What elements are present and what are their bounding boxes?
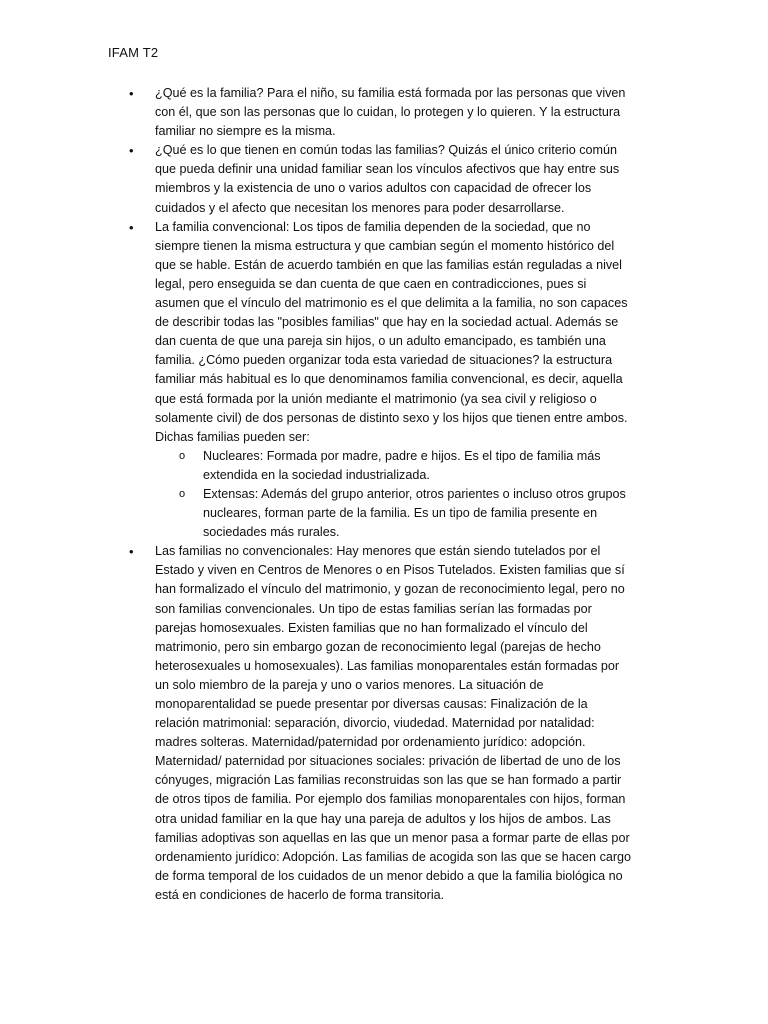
sub-list <box>155 447 633 542</box>
list-item-en-comun <box>129 141 633 217</box>
item-lead: Las familias no convencionales: <box>155 544 333 559</box>
bullet-list <box>0 84 768 905</box>
document-body <box>0 84 768 905</box>
sub-item-text: Extensas: Además del grupo anterior, otros parientes o incluso otros grupos nucleares, forman parte de la familia. Es un tipo de familia presente en sociedades más rurales. <box>203 486 626 540</box>
item-lead: ¿Qué es lo que tienen en común todas las familias? <box>155 143 445 158</box>
circle-bullet-icon: o <box>179 449 186 462</box>
bullet-icon: • <box>129 143 134 159</box>
sub-item-extensas <box>179 485 628 542</box>
sub-item-text: Nucleares: Formada por madre, padre e hijos. Es el tipo de familia más extendida en la sociedad industrializada. <box>203 448 601 482</box>
bullet-icon: • <box>129 544 134 560</box>
list-item-familia-convencional <box>129 218 633 543</box>
item-lead: ¿Qué es la familia? <box>155 86 264 100</box>
item-text: Quizás el único criterio común que pueda definir una unidad familiar sean los vínculos afectivos que hay entre sus miembros y la existencia de uno o varios adultos con capacidad de ofrecer los cuidados y el afecto que necesitan los menores para poder desarrollarse. <box>155 143 620 215</box>
bullet-icon: • <box>129 86 134 101</box>
item-text: Para el niño, su familia está formada por las personas que viven con él, que son las personas que lo cuidan, lo protegen y lo quieren. Y la estructura familiar no siempre es la misma. <box>155 86 626 139</box>
sub-item-nucleares <box>179 447 628 485</box>
item-text: Hay menores que están siendo tutelados por el Estado y viven en Centros de Menores o en Pisos Tutelados. Existen familias que sí han formalizado el vínculo del matrimonio, y gozan de reconocimiento legal, pero no son familias convencionales. Un tipo de estas familias serían las formadas por parejas homosexuales. Existen familias que no han formalizado el vínculo del matrimonio, pero sin embargo gozan de reconocimiento legal (parejas de hecho heterosexuales u homosexuales). Las familias monoparentales están formadas por un solo miembro de la pareja y uno o varios menores. La situación de monoparentalidad se puede presentar por diversas causas: Finalización de la relación matrimonial: separación, divorcio, viudedad. Maternidad por natalidad: madres solteras. Maternidad/paternidad por ordenamiento jurídico: adopción. Maternidad/ paternidad por situaciones sociales: privación de libertad de uno de los cónyuges, migración Las familias reconstruidas son las que se han formado a partir de otros tipos de familia. Por ejemplo dos familias monoparentales con hijos, forman otra unidad familiar en la que hay una pareja de adultos y los hijos de ambos. Las familias adoptivas son aquellas en las que un menor pasa a formar parte de ellas por ordenamiento jurídico: Adopción. Las familias de acogida son las que se hacen cargo de forma temporal de los cuidados de un menor debido a que la familia biológica no está en condiciones de hacerlo de forma transitoria. <box>155 544 632 902</box>
list-item-no-convencionales <box>129 542 633 905</box>
page-title: IFAM T2 <box>108 45 159 60</box>
item-lead: La familia convencional: <box>155 219 290 234</box>
circle-bullet-icon: o <box>179 487 186 500</box>
item-text: Los tipos de familia dependen de la sociedad, que no siempre tienen la misma estructura y que cambian según el momento histórico del que se hable. Están de acuerdo también en que las familias están reguladas a nivel legal, pero enseguida se dan cuenta de que caen en contradicciones, pues si asumen que el vínculo del matrimonio es el que delimita a la familia, no son capaces de describir todas las "posibles familias" que hay en la sociedad actual. Además se dan cuenta de que una pareja sin hijos, o un adulto emancipado, es también una familia. ¿Cómo pueden organizar toda esta variedad de situaciones? la estructura familiar más habitual es lo que denominamos familia convencional, es decir, aquella que está formada por la unión mediante el matrimonio (ya sea civil y religioso o solamente civil) de dos personas de distinto sexo y los hijos que tienen entre ambos. Dichas familias pueden ser: <box>155 219 628 444</box>
list-item-que-es-familia <box>129 84 633 141</box>
bullet-icon: • <box>129 219 134 235</box>
